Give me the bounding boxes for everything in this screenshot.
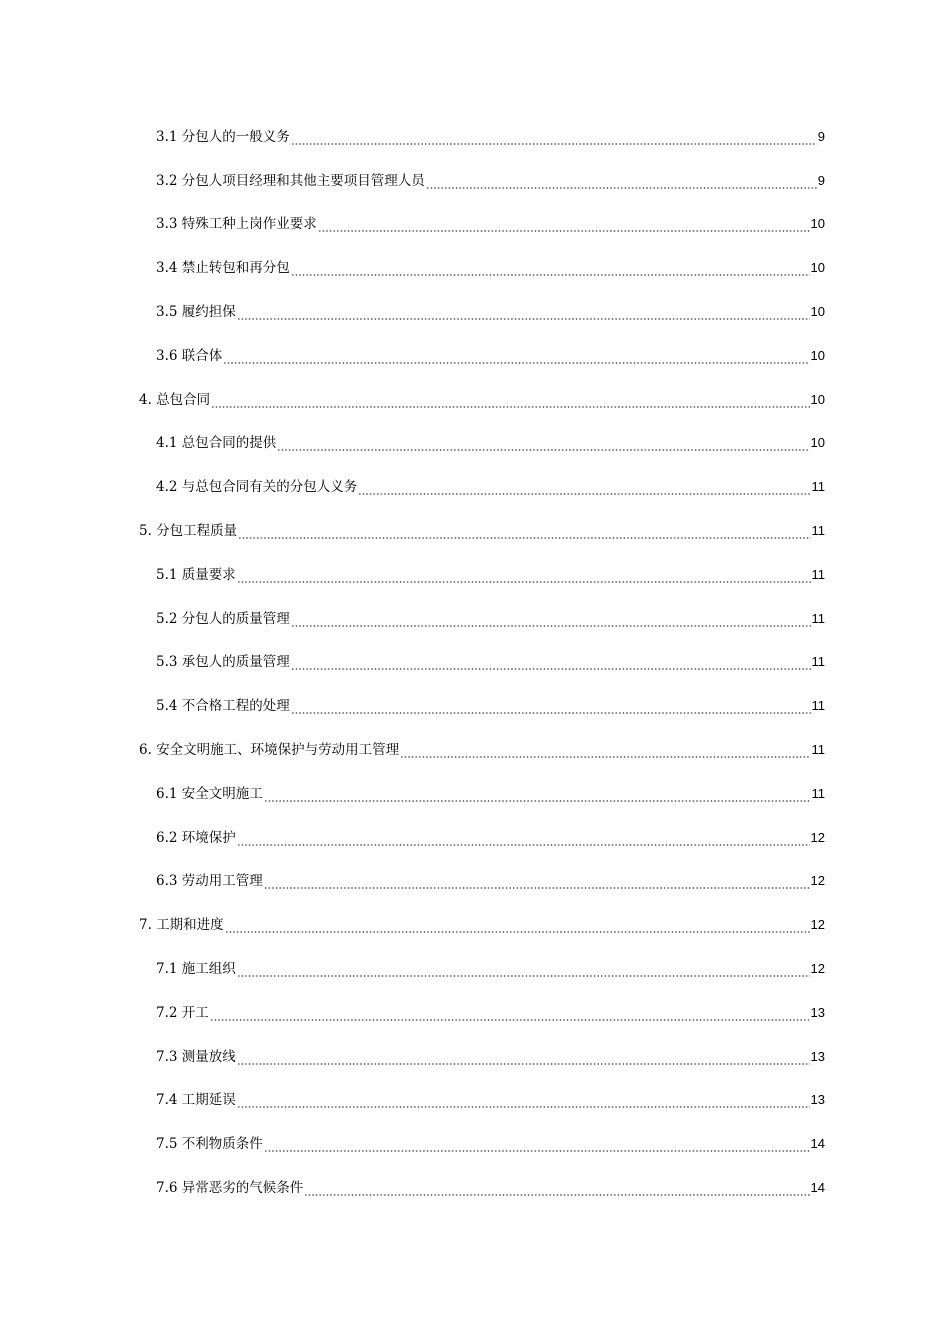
toc-entry[interactable] [0,159,950,203]
toc-page-number: 11 [811,566,825,582]
toc-page-number: 13 [810,1048,825,1064]
toc-page-number: 11 [811,742,825,758]
toc-entry-title: 7.1 施工组织 [156,961,236,978]
toc-dot-leader [237,302,810,322]
toc-page-number: 11 [811,698,825,714]
toc-page-number: 11 [811,523,825,539]
toc-entry[interactable] [0,772,950,816]
toc-entry[interactable] [0,728,950,772]
toc-entry-title: 7.2 开工 [156,1004,209,1021]
toc-entry[interactable] [0,1122,950,1166]
toc-page-number: 10 [810,216,825,232]
toc-page-number: 14 [810,1180,825,1196]
toc-entry[interactable] [0,1035,950,1079]
toc-entry[interactable] [0,203,950,247]
toc-entry[interactable] [0,115,950,159]
toc-page-number: 10 [810,435,825,451]
toc-entry[interactable] [0,509,950,553]
toc-page-number: 10 [810,304,825,320]
toc-entry-title: 6.3 劳动用工管理 [156,873,263,890]
toc-entry-title: 5.3 承包人的质量管理 [156,654,290,671]
toc-dot-leader [264,784,811,804]
toc-entry-title: 3.5 履约担保 [156,304,236,321]
toc-entry-title: 3.1 分包人的一般义务 [156,128,290,145]
toc-entry-title: 7.5 不利物质条件 [156,1136,263,1153]
toc-entry[interactable] [0,422,950,466]
toc-entry-title: 5.4 不合格工程的处理 [156,698,290,715]
toc-dot-leader [237,828,810,848]
toc-entry[interactable] [0,947,950,991]
toc-page-number: 14 [810,1136,825,1152]
toc-page-number: 12 [810,829,825,845]
toc-dot-leader [358,477,810,497]
toc-entry-title: 7. 工期和进度 [139,917,224,934]
toc-entry-title: 3.2 分包人项目经理和其他主要项目管理人员 [156,172,425,189]
toc-dot-leader [318,214,810,234]
toc-page-number: 10 [810,260,825,276]
toc-page-number: 12 [810,917,825,933]
toc-page-number: 11 [811,479,825,495]
toc-entry-title: 3.3 特殊工种上岗作业要求 [156,216,317,233]
toc-entry-title: 5.1 质量要求 [156,566,236,583]
toc-entry[interactable] [0,903,950,947]
toc-entry[interactable] [0,553,950,597]
toc-entry-title: 4. 总包合同 [139,391,211,408]
toc-dot-leader [237,565,811,585]
toc-entry-title: 4.1 总包合同的提供 [156,435,277,452]
toc-page-number: 11 [811,610,825,626]
toc-dot-leader [304,1178,809,1198]
toc-dot-leader [291,258,810,278]
toc-entry[interactable] [0,290,950,334]
toc-dot-leader [210,1003,810,1023]
table-of-contents [0,115,950,1210]
toc-page-number: 10 [810,347,825,363]
toc-dot-leader [291,652,811,672]
toc-entry[interactable] [0,684,950,728]
toc-page-number: 9 [817,172,825,188]
toc-page-number: 10 [810,391,825,407]
toc-dot-leader [237,959,810,979]
toc-entry-title: 6.1 安全文明施工 [156,785,263,802]
toc-entry[interactable] [0,378,950,422]
toc-entry[interactable] [0,816,950,860]
toc-dot-leader [264,871,810,891]
toc-entry[interactable] [0,1079,950,1123]
toc-entry-title: 6. 安全文明施工、环境保护与劳动用工管理 [139,742,400,759]
toc-entry-title: 7.4 工期延误 [156,1092,236,1109]
toc-entry-title: 7.3 测量放线 [156,1048,236,1065]
toc-dot-leader [264,1134,810,1154]
toc-entry[interactable] [0,246,950,290]
toc-entry[interactable] [0,465,950,509]
toc-dot-leader [277,433,809,453]
toc-entry[interactable] [0,991,950,1035]
toc-page-number: 11 [811,654,825,670]
toc-dot-leader [237,1090,810,1110]
toc-entry[interactable] [0,597,950,641]
toc-entry[interactable] [0,641,950,685]
toc-entry-title: 3.6 联合体 [156,347,223,364]
toc-page-number: 12 [810,873,825,889]
toc-entry-title: 3.4 禁止转包和再分包 [156,260,290,277]
toc-entry[interactable] [0,334,950,378]
toc-dot-leader [291,609,811,629]
toc-dot-leader [238,521,810,541]
toc-entry-title: 5. 分包工程质量 [139,523,238,540]
toc-page-number: 13 [810,1092,825,1108]
toc-entry-title: 5.2 分包人的质量管理 [156,610,290,627]
toc-dot-leader [426,171,817,191]
toc-dot-leader [225,915,810,935]
toc-entry-title: 6.2 环境保护 [156,829,236,846]
toc-entry[interactable] [0,1166,950,1210]
toc-dot-leader [400,740,810,760]
toc-entry-title: 7.6 异常恶劣的气候条件 [156,1180,304,1197]
toc-dot-leader [211,390,809,410]
toc-page-number: 12 [810,961,825,977]
toc-entry-title: 4.2 与总包合同有关的分包人义务 [156,479,358,496]
toc-dot-leader [237,1047,810,1067]
toc-page-number: 9 [817,128,825,144]
toc-page-number: 13 [810,1004,825,1020]
toc-page-number: 11 [811,785,825,801]
toc-entry[interactable] [0,860,950,904]
toc-dot-leader [291,696,811,716]
toc-dot-leader [291,127,817,147]
toc-dot-leader [223,346,809,366]
